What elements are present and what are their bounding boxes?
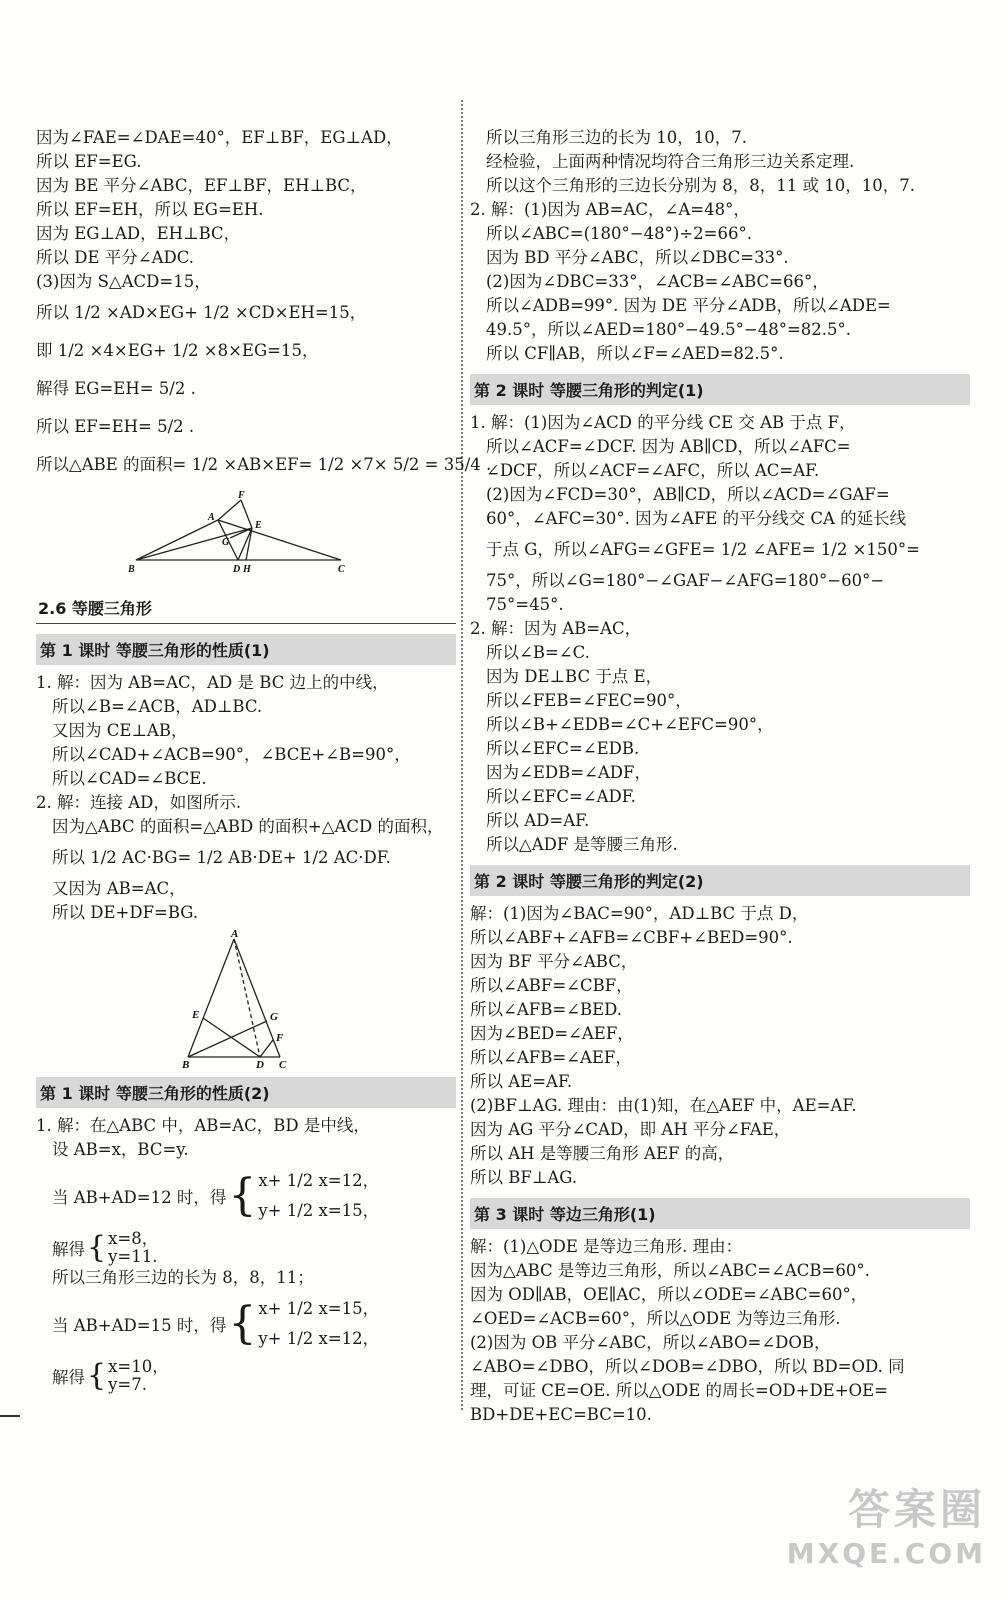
text-line: 所以 1/2 ×AD×EG+ 1/2 ×CD×EH=15， [36, 303, 367, 322]
text-line: 所以∠AFB=∠AEF， [470, 1048, 632, 1067]
lesson-heading: 第 1 课时 等腰三角形的性质(2) [36, 1077, 456, 1108]
text-line: 1. 解：在△ABC 中，AB=AC，BD 是中线， [36, 1116, 370, 1135]
text-line: 所以 CF∥AB，所以∠F=∠AED=82.5°. [486, 344, 784, 363]
text-line: 因为∠FAE=∠DAE=40°，EF⊥BF，EG⊥AD， [36, 128, 403, 147]
label-d: D [233, 564, 241, 575]
text-line: 所以 AD=AF. [486, 811, 590, 830]
text-line: 解：(1)△ODE 是等边三角形. 理由： [470, 1237, 743, 1256]
text-line: 所以∠EFC=∠EDB. [486, 739, 640, 758]
text-line: 所以∠CAD+∠ACB=90°，∠BCE+∠B=90°， [52, 745, 411, 764]
label-f: F [276, 1032, 284, 1044]
text-line: 解得 EG=EH= 5/2 . [36, 379, 196, 398]
text-line: 所以 1/2 AC·BG= 1/2 AB·DE+ 1/2 AC·DF. [52, 848, 391, 867]
text-line: 所以 BF⊥AG. [470, 1168, 578, 1187]
text-line: 所以∠EFC=∠ADF. [486, 787, 636, 806]
text-line: 解：(1)因为∠BAC=90°，AD⊥BC 于点 D， [470, 904, 809, 923]
text-line: 因为△ABC 是等边三角形，所以∠ABC=∠ACB=60°. [470, 1261, 870, 1280]
text-line: 当 AB+AD=12 时，得 [52, 1188, 227, 1207]
text-line: 60°，∠AFC=30°. 因为∠AFE 的平分线交 CA 的延长线 [486, 509, 907, 528]
text-line: 所以三角形三边的长为 8，8，11； [52, 1268, 314, 1287]
left-column [36, 126, 492, 1394]
text-line: 所以∠ABF=∠CBF， [470, 976, 633, 995]
text-line: 因为 AG 平分∠CAD，即 AH 平分∠FAE， [470, 1120, 791, 1139]
label-g: G [222, 537, 230, 548]
text-line: 因为 DE⊥BC 于点 E， [486, 667, 663, 686]
text-line: 解得 [52, 1368, 85, 1387]
text-line: 因为 BE 平分∠ABC，EF⊥BF，EH⊥BC， [36, 176, 367, 195]
right-column [470, 126, 970, 1427]
text-line: 于点 G，所以∠AFG=∠GFE= 1/2 ∠AFE= 1/2 ×150°= [486, 540, 920, 559]
text-line: BD+DE+EC=BC=10. [470, 1405, 652, 1424]
text-line: 所以∠ABC=(180°−48°)÷2=66°. [486, 224, 752, 243]
text-line: 所以 AE=AF. [470, 1072, 573, 1091]
figure-triangle-abe [126, 488, 366, 578]
text-line: 所以∠FEB=∠FEC=90°， [486, 691, 692, 710]
text-line: 所以∠ACF=∠DCF. 因为 AB∥CD，所以∠AFC= [486, 437, 851, 456]
text-line: ∠OED=∠ACB=60°，所以△ODE 为等边三角形. [470, 1309, 841, 1328]
text-line: 即 1/2 ×4×EG+ 1/2 ×8×EG=15， [36, 341, 319, 360]
text-line: 因为∠EDB=∠ADF， [486, 763, 651, 782]
text-line: (3)因为 S△ACD=15， [36, 272, 211, 291]
text-line: 因为 BF 平分∠ABC， [470, 952, 638, 971]
text-line: 因为 BD 平分∠ABC，所以∠DBC=33°. [486, 248, 789, 267]
equation: y=7. [108, 1375, 147, 1394]
text-line: 49.5°，所以∠AED=180°−49.5°−48°=82.5°. [486, 320, 852, 339]
equation: y+ 1/2 x=12， [258, 1329, 380, 1348]
text-line: 所以∠B=∠C. [486, 643, 590, 662]
page-edge-mark [0, 1415, 20, 1417]
label-g: G [270, 1011, 278, 1023]
text-line: 理，可证 CE=OE. 所以△ODE 的周长=OD+DE+OE= [470, 1381, 888, 1400]
equation: x+ 1/2 x=12， [258, 1171, 380, 1190]
lesson-heading: 第 3 课时 等边三角形(1) [470, 1198, 970, 1229]
text-line: 因为∠BED=∠AEF， [470, 1024, 634, 1043]
text-line: 所以这个三角形的三边长分别为 8，8，11 或 10，10，7. [486, 176, 915, 195]
label-f: F [238, 490, 245, 501]
lesson-heading: 第 2 课时 等腰三角形的判定(1) [470, 374, 970, 405]
text-line: 因为△ABC 的面积=△ABD 的面积+△ACD 的面积， [52, 817, 444, 836]
label-c: C [279, 1059, 287, 1069]
equation: x=10， [108, 1357, 169, 1376]
text-line: 所以△ABE 的面积= 1/2 ×AB×EF= 1/2 ×7× 5/2 = 35/4 . [36, 455, 492, 474]
equation-system [36, 1294, 456, 1354]
text-line: (2)因为 OB 平分∠ABC，所以∠ABO=∠DOB， [470, 1333, 831, 1352]
text-line: 75°=45°. [486, 595, 564, 614]
text-line: 所以三角形三边的长为 10，10，7. [486, 128, 747, 147]
label-c: C [338, 564, 345, 575]
text-line: (2)BF⊥AG. 理由：由(1)知，在△AEF 中，AE=AF. [470, 1096, 857, 1115]
text-line: 所以△ADF 是等腰三角形. [486, 835, 678, 854]
text-line: 又因为 AB=AC， [52, 879, 186, 898]
label-a: A [231, 929, 239, 940]
equation: y+ 1/2 x=15， [258, 1201, 380, 1220]
brace: { [228, 1170, 257, 1221]
text-line: 所以∠ABF+∠AFB=∠CBF+∠BED=90°. [470, 928, 793, 947]
label-a: A [208, 512, 215, 523]
text-line: 设 AB=x，BC=y. [52, 1140, 189, 1159]
text-line: 所以 DE+DF=BG. [52, 903, 199, 922]
section-heading: 2.6 等腰三角形 [36, 592, 456, 624]
text-line: 所以 EF=EG. [36, 152, 142, 171]
equation: x=8， [108, 1229, 159, 1248]
text-line: 2. 解：连接 AD，如图所示. [36, 793, 242, 812]
text-line: 所以 EF=EH= 5/2 . [36, 417, 195, 436]
text-line: ∠ABO=∠DBO，所以∠DOB=∠DBO，所以 BD=OD. 同 [470, 1357, 905, 1376]
label-d: D [256, 1059, 264, 1069]
brace: { [87, 1230, 107, 1265]
text-line: (2)因为∠FCD=30°，AB∥CD，所以∠ACD=∠GAF= [486, 485, 890, 504]
text-line: 又因为 CE⊥AB， [52, 721, 188, 740]
text-line: 2. 解：因为 AB=AC， [470, 619, 642, 638]
text-line: 因为 EG⊥AD，EH⊥BC， [36, 224, 241, 243]
label-e: E [255, 520, 262, 531]
text-line: 1. 解：(1)因为∠ACD 的平分线 CE 交 AB 于点 F， [470, 413, 856, 432]
text-line: 解得 [52, 1240, 85, 1259]
text-line: 1. 解：因为 AB=AC，AD 是 BC 边上的中线， [36, 673, 389, 692]
text-line: 所以∠ADB=99°. 因为 DE 平分∠ADB，所以∠ADE= [486, 296, 891, 315]
equation: y=11. [108, 1247, 158, 1266]
brace: { [87, 1358, 107, 1393]
text-line: 经检验，上面两种情况均符合三角形三边关系定理. [486, 152, 855, 171]
label-e: E [192, 1009, 200, 1021]
text-line: 所以∠B=∠ACB，AD⊥BC. [52, 697, 263, 716]
text-line: 所以 DE 平分∠ADC. [36, 248, 195, 267]
text-line: 所以 AH 是等腰三角形 AEF 的高， [470, 1144, 735, 1163]
lesson-heading: 第 1 课时 等腰三角形的性质(1) [36, 634, 456, 665]
label-h: H [243, 564, 251, 575]
lesson-heading: 第 2 课时 等腰三角形的判定(2) [470, 865, 970, 896]
solution [36, 1358, 456, 1394]
equation-system [36, 1166, 456, 1226]
brace: { [228, 1298, 257, 1349]
watermark-title: 答案圈 [847, 1485, 986, 1534]
text-line: 75°，所以∠G=180°−∠GAF−∠AFG=180°−60°− [486, 571, 885, 590]
text-line: 2. 解：(1)因为 AB=AC，∠A=48°， [470, 200, 750, 219]
label-b: B [128, 564, 135, 575]
column-divider [461, 100, 463, 1410]
text-line: (2)因为∠DBC=33°，∠ACB=∠ABC=66°， [486, 272, 829, 291]
equation: x+ 1/2 x=15， [258, 1299, 380, 1318]
label-b: B [182, 1059, 190, 1069]
figure-isosceles-abc [176, 929, 316, 1069]
watermark-url: MXQE.COM [786, 1537, 986, 1570]
solution [36, 1230, 456, 1266]
text-line: 当 AB+AD=15 时，得 [52, 1316, 227, 1335]
text-line: 所以∠AFB=∠BED. [470, 1000, 623, 1019]
text-line: 所以 EF=EH，所以 EG=EH. [36, 200, 264, 219]
text-line: 所以∠CAD=∠BCE. [52, 769, 207, 788]
text-line: ∠DCF，所以∠ACF=∠AFC，所以 AC=AF. [486, 461, 820, 480]
text-line: 因为 OD∥AB，OE∥AC，所以∠ODE=∠ABC=60°， [470, 1285, 868, 1304]
text-line: 所以∠B+∠EDB=∠C+∠EFC=90°， [486, 715, 774, 734]
watermark [787, 1477, 986, 1570]
